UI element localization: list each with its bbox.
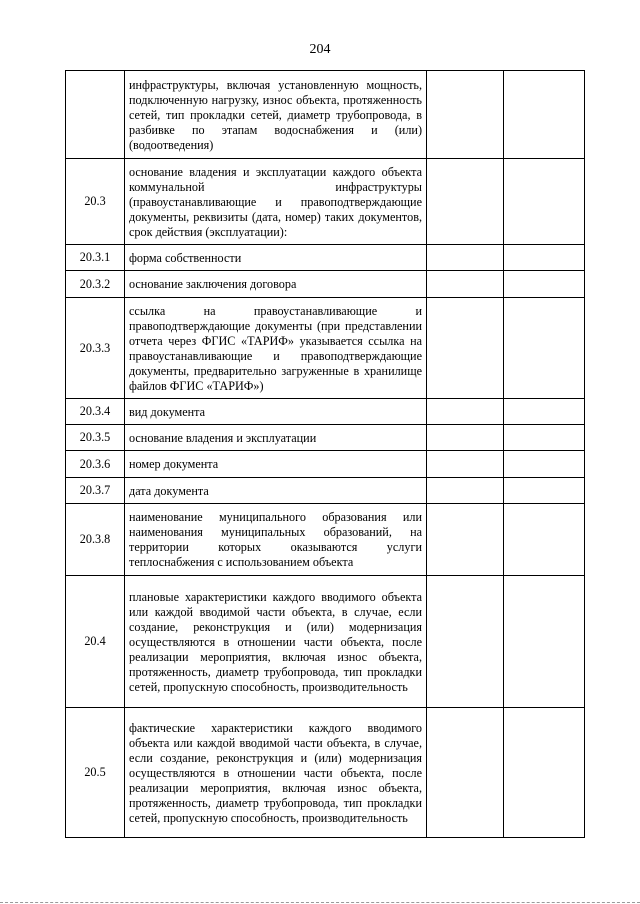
value-cell-1 [427,451,504,478]
table-row [66,478,585,504]
page-bottom-edge [0,902,640,903]
row-description: плановые характеристики каждого вводимого объекта или каждой вводимой части объекта, в случае, если создание, реконструкция и (или) модернизация осуществляются в отношении части объекта, после реализации мероприятия, включая износ объекта, протяженность, диаметр трубопровода, тип прокладки сетей, пропускную способность, производительность [125,576,427,708]
value-cell-1 [427,425,504,451]
row-description: номер документа [125,451,427,478]
row-number: 20.3.8 [66,504,125,576]
row-description: основание владения и эксплуатации [125,425,427,451]
value-cell-1 [427,245,504,271]
value-cell-2 [504,478,585,504]
table-row [66,271,585,298]
value-cell-1 [427,298,504,399]
table-row [66,425,585,451]
row-number: 20.3.7 [66,478,125,504]
row-number: 20.3.6 [66,451,125,478]
value-cell-1 [427,576,504,708]
row-description: вид документа [125,399,427,425]
row-description: основание заключения договора [125,271,427,298]
row-number: 20.3.2 [66,271,125,298]
value-cell-2 [504,504,585,576]
value-cell-2 [504,399,585,425]
value-cell-2 [504,576,585,708]
value-cell-2 [504,245,585,271]
row-description: дата документа [125,478,427,504]
table-row [66,245,585,271]
table-row [66,708,585,838]
value-cell-2 [504,298,585,399]
row-number: 20.4 [66,576,125,708]
value-cell-1 [427,399,504,425]
row-description: наименование муниципального образования или наименования муниципальных образований, на территории которых оказываются услуги теплоснабжения с использованием объекта [125,504,427,576]
value-cell-2 [504,708,585,838]
table-row [66,576,585,708]
row-number: 20.3.1 [66,245,125,271]
value-cell-1 [427,478,504,504]
row-description: форма собственности [125,245,427,271]
row-description: основание владения и эксплуатации каждого объекта коммунальной инфраструктуры (правоустанавливающие и правоподтверждающие документы, реквизиты (дата, номер) таких документов, срок действия (эксплуатации): [125,159,427,245]
value-cell-2 [504,271,585,298]
value-cell-1 [427,271,504,298]
table-row [66,298,585,399]
value-cell-2 [504,451,585,478]
value-cell-2 [504,425,585,451]
value-cell-1 [427,708,504,838]
row-number: 20.3.4 [66,399,125,425]
row-description: инфраструктуры, включая установленную мощность, подключенную нагрузку, износ объекта, протяженность сетей, тип прокладки сетей, диаметр трубопровода, в разбивке по этапам водоснабжения и (или) (водоотведения) [125,71,427,159]
row-number: 20.3.5 [66,425,125,451]
page-number: 204 [309,42,331,57]
value-cell-1 [427,71,504,159]
row-number: 20.3 [66,159,125,245]
value-cell-2 [504,71,585,159]
value-cell-1 [427,159,504,245]
table-row [66,71,585,159]
table-row [66,451,585,478]
value-cell-1 [427,504,504,576]
row-description: фактические характеристики каждого вводимого объекта или каждой вводимой части объекта, в случае, если создание, реконструкция и (или) модернизация осуществляются в отношении части объекта, после реализации мероприятия, включая износ объекта, протяженность, диаметр трубопровода, тип прокладки сетей, пропускную способность, производительность [125,708,427,838]
row-number: 20.3.3 [66,298,125,399]
data-table [65,70,585,838]
row-description: ссылка на правоустанавливающие и правоподтверждающие документы (при представлении отчета через ФГИС «ТАРИФ» указывается ссылка на правоустанавливающие и правоподтверждающие документы, предварительно загруженные в хранилище файлов ФГИС «ТАРИФ») [125,298,427,399]
value-cell-2 [504,159,585,245]
table-body [66,71,585,838]
row-number [66,71,125,159]
row-number: 20.5 [66,708,125,838]
table-row [66,159,585,245]
table-row [66,399,585,425]
table-row [66,504,585,576]
